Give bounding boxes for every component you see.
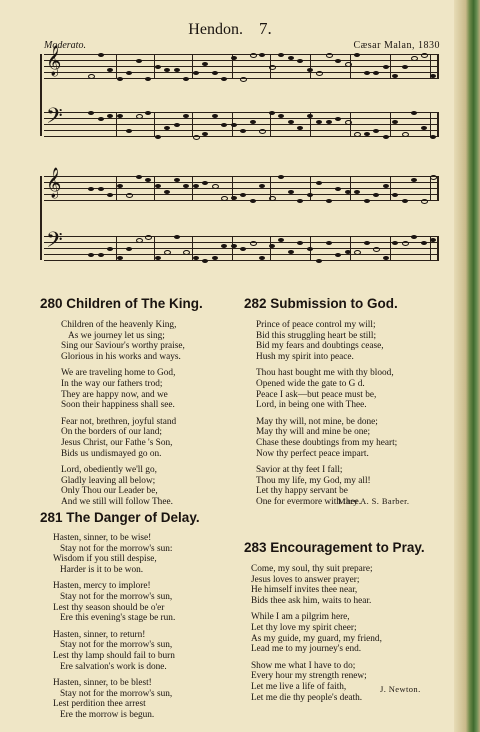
note-head (316, 259, 322, 263)
note-head (164, 190, 170, 194)
hymn-281-title: 281 The Danger of Delay. (40, 510, 200, 525)
note-head (288, 250, 294, 254)
note-head (136, 59, 142, 63)
note-head (297, 241, 303, 245)
note-head (250, 241, 257, 246)
note-head (411, 235, 417, 239)
note-head (174, 68, 180, 72)
note-head (231, 244, 237, 248)
hymn-283-author: J. Newton. (380, 684, 421, 694)
note-head (307, 193, 313, 197)
note-head (430, 175, 437, 180)
note-head (145, 111, 151, 115)
note-head (212, 114, 218, 118)
note-head (240, 77, 247, 82)
note-head (193, 256, 199, 260)
note-head (383, 65, 389, 69)
note-head (345, 62, 352, 67)
note-head (402, 199, 408, 203)
note-head (126, 71, 132, 75)
note-head (174, 235, 180, 239)
note-head (145, 235, 152, 240)
note-head (354, 250, 361, 255)
system-bracket (40, 176, 42, 260)
note-head (126, 247, 132, 251)
note-head (107, 193, 113, 197)
note-head (373, 247, 380, 252)
note-head (259, 53, 265, 57)
note-head (364, 199, 370, 203)
note-head (345, 120, 352, 125)
note-head (373, 129, 379, 133)
note-head (202, 62, 208, 66)
note-head (278, 114, 284, 118)
tempo-marking: Moderato. (44, 40, 86, 51)
note-head (174, 178, 180, 182)
note-head (174, 123, 180, 127)
note-head (430, 238, 436, 242)
note-head (212, 256, 218, 260)
note-head (326, 120, 332, 124)
bass-clef-icon: 𝄢 (46, 104, 63, 133)
note-head (221, 244, 227, 248)
note-head (193, 71, 199, 75)
note-head (421, 53, 428, 58)
note-head (392, 241, 398, 245)
note-head (250, 120, 256, 124)
note-head (288, 120, 294, 124)
note-head (88, 111, 94, 115)
note-head (392, 193, 398, 197)
note-head (307, 114, 313, 118)
hymn-282-title: 282 Submission to God. (244, 296, 398, 311)
note-head (126, 193, 133, 198)
music-staff (44, 228, 439, 260)
note-head (392, 74, 398, 78)
note-head (212, 184, 219, 189)
note-head (335, 187, 341, 191)
note-head (240, 129, 246, 133)
note-head (354, 132, 361, 137)
note-head (136, 114, 143, 119)
note-head (88, 253, 94, 257)
note-head (364, 241, 370, 245)
note-head (364, 132, 370, 136)
music-staff (44, 168, 439, 200)
note-head (155, 65, 161, 69)
note-head (259, 129, 266, 134)
note-head (240, 193, 246, 197)
hymn-282-verses: Prince of peace control my will; Bid this struggling heart be still; Bid my fears and doubtings cease, Hush my spirit into peace. Thou hast bought me with thy blood, Opened wide the gate to G d. Peace I ask—but peace must be, Lord, in being one with Thee. May thy will, not mine, be done; May thy will and mine be one; Chase these doubtings from my heart; Now thy perfect peace impart. Savior at thy feet I fall; Thou my life, my God, my all! Let thy happy servant be One for evermore with thee. (256, 320, 398, 507)
note-head (297, 126, 303, 130)
note-head (107, 247, 113, 251)
note-head (278, 53, 284, 57)
note-head (373, 193, 379, 197)
note-head (297, 199, 303, 203)
note-head (383, 256, 389, 260)
note-head (117, 114, 123, 118)
note-head (88, 187, 94, 191)
note-head (269, 244, 275, 248)
note-head (335, 117, 341, 121)
note-head (278, 175, 284, 179)
note-head (155, 256, 161, 260)
note-head (183, 77, 189, 81)
note-head (88, 74, 95, 79)
note-head (335, 59, 341, 63)
note-head (221, 77, 227, 81)
note-head (107, 114, 113, 118)
note-head (202, 132, 208, 136)
system-bracket (40, 54, 42, 136)
note-head (354, 190, 360, 194)
note-head (269, 65, 276, 70)
note-head (202, 181, 208, 185)
note-head (145, 77, 151, 81)
note-head (326, 53, 333, 58)
note-head (402, 241, 409, 246)
note-head (164, 250, 171, 255)
bass-clef-icon: 𝄢 (46, 228, 63, 257)
note-head (278, 238, 284, 242)
music-staff (44, 104, 439, 136)
note-head (117, 77, 123, 81)
note-head (221, 196, 228, 201)
note-head (402, 65, 408, 69)
treble-clef-icon: 𝄞 (46, 168, 62, 197)
note-head (193, 135, 200, 140)
note-head (193, 184, 199, 188)
note-head (316, 181, 322, 185)
page-number: 7. (258, 19, 272, 38)
hymn-280-title: 280 Children of The King. (40, 296, 203, 311)
note-head (288, 56, 294, 60)
page-binding (454, 0, 480, 732)
composer-credit: Cæsar Malan, 1830 (353, 40, 440, 51)
note-head (364, 71, 370, 75)
note-head (335, 253, 341, 257)
note-head (221, 123, 227, 127)
note-head (259, 256, 265, 260)
note-head (411, 111, 417, 115)
note-head (231, 56, 237, 60)
note-head (430, 74, 436, 78)
note-head (250, 53, 257, 58)
note-head (345, 250, 351, 254)
note-head (411, 178, 417, 182)
note-head (383, 135, 389, 139)
note-head (383, 184, 389, 188)
hymn-282-author: Mary A. S. Barber. (338, 496, 410, 506)
note-head (250, 199, 256, 203)
note-head (117, 184, 123, 188)
hymn-281-verses: Hasten, sinner, to be wise! Stay not for the morrow's sun: Wisdom if you still despise, Harder is it to be won. Hasten, mercy to implore! Stay not for the morrow's sun, Lest thy season should be o'er Ere this evening's stage be run. Hasten, sinner, to return! Stay not for the morrow's sun, Lest thy lamp should fail to burn Ere salvation's work is done. Hasten, sinner, to be blest! Stay not for the morrow's sun, Lest perdition thee arrest Ere the morrow is begun. (53, 533, 176, 720)
note-head (164, 126, 170, 130)
hymn-280-verses: Children of the heavenly King, As we journey let us sing; Sing our Saviour's worthy praise, Glorious in his works and ways. We are traveling home to God, In the way our fathers trod; They are happy now, and we Soon their happiness shall see. Fear not, brethren, joyful stand On the borders of our land; Jesus Christ, our Fathe 's Son, Bids us undismayed go on. Lord, obediently we'll go, Gladly leaving all below; Only Thou our Leader be, And we still will follow Thee. (61, 320, 185, 507)
note-head (316, 71, 323, 76)
note-head (155, 184, 161, 188)
tune-name: Hendon. (188, 21, 243, 38)
note-head (373, 71, 379, 75)
note-head (354, 53, 360, 57)
note-head (421, 126, 427, 130)
note-head (269, 111, 275, 115)
note-head (430, 135, 436, 139)
note-head (392, 120, 398, 124)
note-head (269, 196, 276, 201)
note-head (307, 68, 313, 72)
music-staff (44, 46, 439, 78)
note-head (231, 196, 237, 200)
note-head (402, 132, 409, 137)
note-head (183, 114, 189, 118)
note-head (411, 56, 418, 61)
note-head (136, 238, 143, 243)
note-head (155, 135, 161, 139)
note-head (145, 178, 151, 182)
note-head (421, 199, 428, 204)
note-head (164, 68, 170, 72)
note-head (183, 184, 189, 188)
note-head (307, 247, 313, 251)
note-head (212, 71, 218, 75)
note-head (98, 187, 104, 191)
hymn-283-verses: Come, my soul, thy suit prepare; Jesus loves to answer prayer; He himself invites thee near, Bids thee ask him, waits to hear. While I am a pilgrim here, Let thy love my spirit cheer; As my guide, my guard, my friend, Lead me to my journey's end. Show me what I have to do; Every hour my strength renew; Let me live a life of faith, Let me die thy people's death. (251, 564, 382, 703)
note-head (297, 59, 303, 63)
note-head (259, 184, 265, 188)
note-head (421, 241, 427, 245)
note-head (126, 129, 132, 133)
note-head (288, 190, 294, 194)
note-head (98, 53, 104, 57)
note-head (98, 117, 104, 121)
note-head (231, 123, 237, 127)
note-head (202, 259, 208, 263)
note-head (240, 247, 246, 251)
note-head (98, 253, 104, 257)
note-head (326, 199, 332, 203)
note-head (136, 175, 142, 179)
note-head (326, 241, 332, 245)
note-head (117, 256, 123, 260)
note-head (107, 68, 113, 72)
note-head (316, 120, 322, 124)
note-head (345, 190, 351, 194)
note-head (183, 250, 190, 255)
treble-clef-icon: 𝄞 (46, 46, 62, 75)
hymn-283-title: 283 Encouragement to Pray. (244, 540, 425, 555)
tune-title (0, 19, 460, 39)
